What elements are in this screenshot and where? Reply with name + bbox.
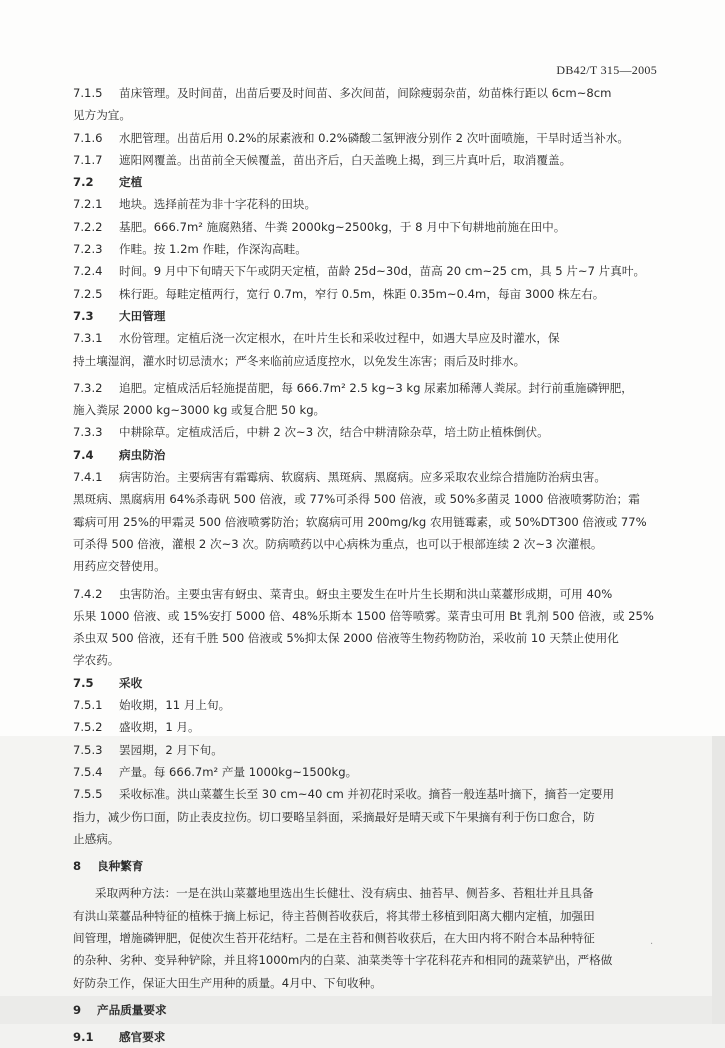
clause-text: 采收标准。洪山菜薹生长至 30 cm~40 cm 并初花时采收。摘苔一般连基叶摘下，摘苔一定要用 <box>119 787 615 802</box>
clause-text: 定植 <box>119 175 143 190</box>
clause-text: 可杀得 500 倍液，灌根 2 次~3 次。防病喷药以中心病株为重点，也可以于根部连续 2 次~3 次灌根。 <box>73 536 603 551</box>
clause-line <box>73 127 655 149</box>
continuation-line <box>73 828 655 850</box>
clause-number: 7.4 <box>73 447 94 462</box>
clause-text: 施入粪尿 2000 kg~3000 kg 或复合肥 50 kg。 <box>73 403 326 418</box>
clause-number: 9 <box>73 1002 82 1017</box>
continuation-line <box>73 533 655 555</box>
clause-number: 7.3 <box>73 308 94 323</box>
clause-line <box>73 260 655 282</box>
clause-text: 水份管理。定植后浇一次定根水，在叶片生长和采收过程中，如遇大旱应及时灌水，保 <box>119 331 560 346</box>
clause-line <box>73 739 655 761</box>
clause-number: 7.4.1 <box>73 470 103 485</box>
clause-text: 作畦。按 1.2m 作畦，作深沟高畦。 <box>119 242 307 257</box>
clause-text: 基肥。666.7m² 施腐熟猪、牛粪 2000kg~2500kg，于 8 月中下旬耕地前施在田中。 <box>119 219 566 234</box>
clause-text: 时间。9 月中下旬晴天下午或阴天定植，苗龄 25d~30d，苗高 20 cm~25 cm，具 5 片~7 片真叶。 <box>119 264 646 279</box>
clause-number: 7.2.1 <box>73 197 103 212</box>
clause-text: 病虫防治 <box>119 447 166 462</box>
clause-line <box>73 171 655 193</box>
clause-number: 7.1.6 <box>73 130 103 145</box>
clause-text: 的杂种、劣种、变异种铲除，并且将1000m内的白菜、油菜类等十字花科花卉和相同的蔬菜铲出，严格做 <box>73 953 613 968</box>
clause-line <box>73 466 655 488</box>
clause-number: 7.1.7 <box>73 152 103 167</box>
continuation-line <box>73 806 655 828</box>
continuation-line <box>73 350 655 372</box>
clause-number: 7.2.2 <box>73 219 103 234</box>
clause-line <box>73 193 655 215</box>
clause-number: 7.5.2 <box>73 720 103 735</box>
clause-line <box>73 149 655 171</box>
continuation-line <box>73 972 655 994</box>
clause-line <box>73 694 655 716</box>
clause-line <box>73 421 655 443</box>
clause-number: 7.1.5 <box>73 86 103 100</box>
clause-number: 7.3.2 <box>73 380 103 395</box>
clause-line <box>73 283 655 305</box>
clause-line <box>73 238 655 260</box>
clause-text: 追肥。定植成活后轻施提苗肥，每 666.7m² 2.5 kg~3 kg 尿素加稀薄人粪尿。封行前重施磷钾肥， <box>119 380 633 395</box>
clause-number: 7.5.3 <box>73 742 103 757</box>
clause-text: 良种繁育 <box>97 859 144 874</box>
continuation-line <box>73 555 655 577</box>
clause-text: 地块。选择前茬为非十字花科的田块。 <box>119 197 317 212</box>
clause-text: 病害防治。主要病害有霜霉病、软腐病、黑斑病、黑腐病。应多采取农业综合措施防治病虫害。 <box>119 470 606 485</box>
clause-number: 9.1 <box>73 1030 94 1045</box>
clause-text: 指力，减少伤口面，防止表皮拉伤。切口要略呈斜面，采摘最好是晴天或下午果摘有利于伤口愈合，防 <box>73 809 595 824</box>
clause-text: 大田管理 <box>119 308 166 323</box>
continuation-line <box>73 104 655 126</box>
clause-text: 采收 <box>119 675 143 690</box>
clause-text: 产量。每 666.7m² 产量 1000kg~1500kg。 <box>119 764 358 779</box>
clause-text: 止感病。 <box>73 831 120 846</box>
clause-line <box>73 716 655 738</box>
clause-text: 水肥管理。出苗后用 0.2%的尿素液和 0.2%磷酸二氢钾液分别作 2 次叶面喷施，干旱时适当补水。 <box>119 130 629 145</box>
clause-text: 黑斑病、黑腐病用 64%杀毒矾 500 倍液，或 77%可杀得 500 倍液，或 50%多菌灵 1000 倍液喷雾防治；霜 <box>73 492 640 507</box>
clause-text: 乐果 1000 倍液、或 15%安打 5000 倍、48%乐斯本 1500 倍等喷雾。菜青虫可用 Bt 乳剂 500 倍液，或 25% <box>73 608 654 623</box>
clause-text: 罢园期，2 月下旬。 <box>119 742 223 757</box>
clause-number: 8 <box>73 859 82 874</box>
clause-line <box>73 855 655 877</box>
page-speck: · <box>650 939 654 950</box>
clause-line <box>73 583 655 605</box>
clause-text: 采取两种方法：一是在洪山菜薹地里选出生长健壮、没有病虫、抽苔早、侧苔多、苔粗壮并且具备 <box>95 886 594 901</box>
clause-text: 学农药。 <box>73 653 120 668</box>
clause-line <box>73 305 655 327</box>
clause-text: 虫害防治。主要虫害有蚜虫、菜青虫。蚜虫主要发生在叶片生长期和洪山菜薹形成期，可用 40% <box>119 586 613 601</box>
continuation-line <box>73 605 655 627</box>
clause-line <box>73 761 655 783</box>
clause-line <box>73 783 655 805</box>
clause-line <box>73 377 655 399</box>
clause-text: 好防杂工作，保证大田生产用种的质量。4月中、下旬收种。 <box>73 975 382 990</box>
document-number: DB42/T 315—2005 <box>556 63 657 77</box>
clause-line <box>73 1026 655 1048</box>
clause-line <box>73 999 655 1021</box>
clause-text: 间管理，增施磷钾肥，促使次生苔开花结籽。二是在主苔和侧苔收获后，在大田内将不附合本品种特征 <box>73 930 595 945</box>
clause-line <box>73 216 655 238</box>
scan-edge <box>712 736 725 1024</box>
clause-number: 7.5 <box>73 675 94 690</box>
clause-number: 7.4.2 <box>73 586 103 601</box>
clause-line <box>73 444 655 466</box>
clause-text: 始收期，11 月上旬。 <box>119 698 231 713</box>
clause-text: 遮阳网覆盖。出苗前全天候覆盖，苗出齐后，白天盖晚上揭，到三片真叶后，取消覆盖。 <box>119 152 572 167</box>
document-body <box>73 82 655 1048</box>
continuation-line <box>73 511 655 533</box>
clause-number: 7.2.4 <box>73 264 103 279</box>
clause-text: 用药应交替使用。 <box>73 559 166 574</box>
clause-text: 感官要求 <box>119 1030 166 1045</box>
clause-number: 7.3.1 <box>73 331 103 346</box>
continuation-line <box>73 927 655 949</box>
clause-line <box>73 672 655 694</box>
clause-text: 杀虫双 500 倍液，还有千胜 500 倍液或 5%抑太保 2000 倍液等生物药物防治，采收前 10 天禁止使用化 <box>73 631 619 646</box>
clause-text: 有洪山菜薹品种特征的植株于摘上标记，待主苔侧苔收获后，将其带土移植到阳离大棚内定植，加强田 <box>73 908 595 923</box>
clause-number: 7.2.5 <box>73 286 103 301</box>
clause-number: 7.2 <box>73 175 94 190</box>
clause-line <box>73 82 655 104</box>
clause-number: 7.2.3 <box>73 242 103 257</box>
clause-text: 霉病可用 25%的甲霜灵 500 倍液喷雾防治；软腐病可用 200mg/kg 农用链霉素，或 50%DT300 倍液或 77% <box>73 514 647 529</box>
continuation-line <box>73 882 655 904</box>
clause-number: 7.5.1 <box>73 698 103 713</box>
clause-text: 产品质量要求 <box>97 1002 167 1017</box>
clause-number: 7.3.3 <box>73 425 103 440</box>
clause-text: 株行距。每畦定植两行，宽行 0.7m，窄行 0.5m，株距 0.35m~0.4m，每亩 3000 株左右。 <box>119 286 605 301</box>
clause-number: 7.5.5 <box>73 787 103 802</box>
clause-number: 7.5.4 <box>73 764 103 779</box>
continuation-line <box>73 399 655 421</box>
clause-text: 苗床管理。及时间苗，出苗后要及时间苗、多次间苗，间除瘦弱杂苗，幼苗株行距以 6cm~8cm <box>119 86 612 100</box>
continuation-line <box>73 905 655 927</box>
clause-line <box>73 327 655 349</box>
clause-text: 见方为宜。 <box>73 108 131 123</box>
clause-text: 中耕除草。定植成活后，中耕 2 次~3 次，结合中耕清除杂草，培土防止植株倒伏。 <box>119 425 549 440</box>
continuation-line <box>73 627 655 649</box>
continuation-line <box>73 949 655 971</box>
clause-text: 持土壤湿润，灌水时切忌渍水；严冬来临前应适度控水，以免发生冻害；雨后及时排水。 <box>73 353 526 368</box>
continuation-line <box>73 649 655 671</box>
continuation-line <box>73 488 655 510</box>
clause-text: 盛收期，1 月。 <box>119 720 200 735</box>
